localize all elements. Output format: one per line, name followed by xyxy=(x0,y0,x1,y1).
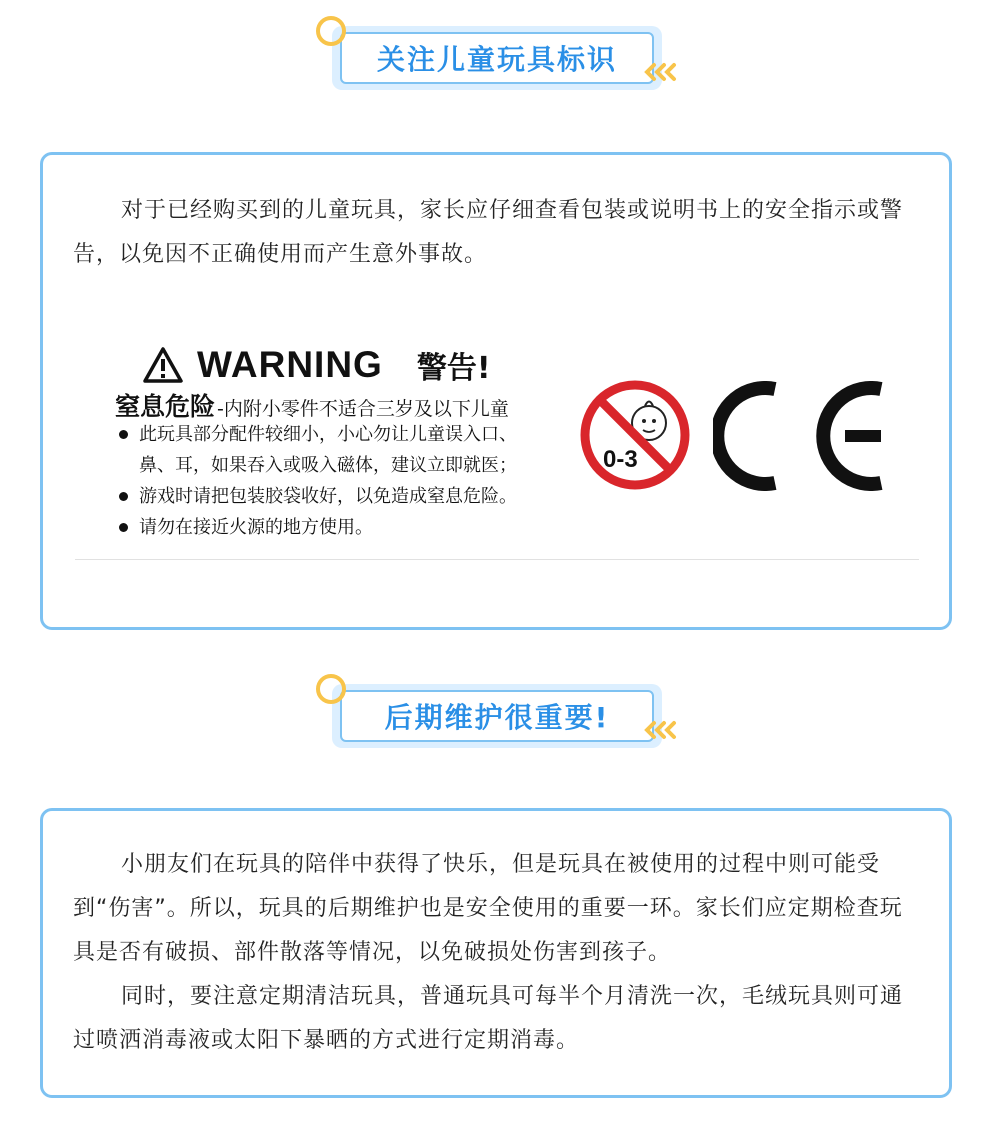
card-paragraph: 对于已经购买到的儿童玩具，家长应仔细查看包装或说明书上的安全指示或警告，以免因不正确使用而产生意外事故。 xyxy=(73,198,904,267)
list-item xyxy=(117,419,517,450)
ring-decoration-icon xyxy=(316,16,346,46)
list-item xyxy=(117,512,517,543)
bullet-text: 鼻、耳，如果吞入或吸入磁体，建议立即就医； xyxy=(139,455,517,476)
choking-hazard-title: 窒息危险 xyxy=(115,392,216,421)
info-card-toy-labels xyxy=(40,152,952,630)
section-title-text: 后期维护很重要! xyxy=(340,690,654,742)
warning-triangle-icon xyxy=(143,347,183,383)
ce-mark-icon xyxy=(713,381,893,491)
bullet-dot-icon xyxy=(119,523,128,532)
section-title-text: 关注儿童玩具标识 xyxy=(340,32,654,84)
card-paragraph-wrapper xyxy=(73,189,923,277)
card-paragraph: 同时，要注意定期清洁玩具，普通玩具可每半个月清洗一次，毛绒玩具则可通过喷洒消毒液或太阳下暴晒的方式进行定期消毒。 xyxy=(73,984,904,1053)
warning-heading-cn: 警告! xyxy=(416,351,491,386)
warning-label-image xyxy=(83,305,893,540)
age-prohibition-icon xyxy=(579,379,691,491)
warning-heading-en: WARNING xyxy=(197,344,383,385)
warning-bullet-list xyxy=(117,419,517,543)
list-item xyxy=(117,450,517,481)
bullet-dot-icon xyxy=(119,492,128,501)
bullet-dot-icon xyxy=(119,430,128,439)
chevrons-decoration-icon xyxy=(644,62,684,82)
bullet-text: 游戏时请把包装胶袋收好，以免造成窒息危险。 xyxy=(139,486,517,507)
warning-heading xyxy=(143,343,491,387)
card-paragraph-wrapper xyxy=(73,843,923,1063)
list-item xyxy=(117,481,517,512)
card-paragraph: 小朋友们在玩具的陪伴中获得了快乐，但是玩具在被使用的过程中则可能受到“伤害”。所以，玩具的后期维护也是安全使用的重要一环。家长们应定期检查玩具是否有破损、部件散落等情况，以免破损处伤害到孩子。 xyxy=(73,852,903,965)
ring-decoration-icon xyxy=(316,674,346,704)
choking-hazard-subtitle: -内附小零件不适合三岁及以下儿童 xyxy=(217,398,509,420)
section-title-1 xyxy=(332,26,662,90)
age-range-text: 0-3 xyxy=(603,446,638,473)
section-title-2 xyxy=(332,684,662,748)
choking-hazard-line xyxy=(115,387,509,423)
chevrons-decoration-icon xyxy=(644,720,684,740)
bullet-text: 此玩具部分配件较细小，小心勿让儿童误入口、 xyxy=(139,424,517,445)
bullet-text: 请勿在接近火源的地方使用。 xyxy=(139,517,373,538)
info-card-maintenance xyxy=(40,808,952,1098)
divider xyxy=(75,559,919,560)
